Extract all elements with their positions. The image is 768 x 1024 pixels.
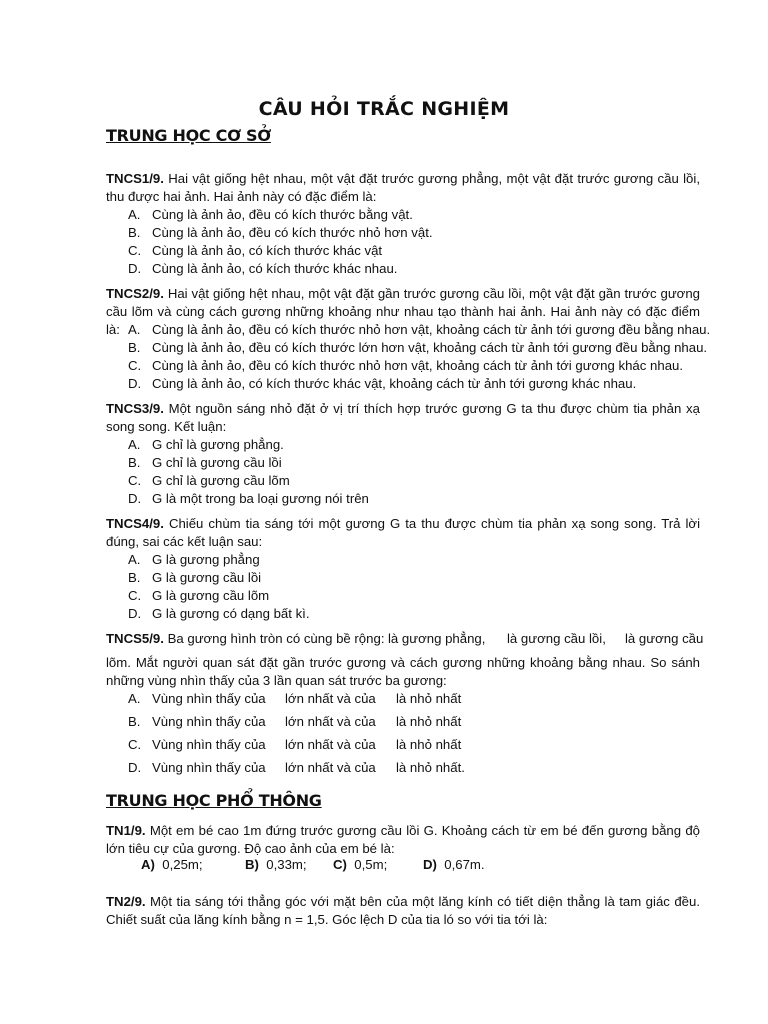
option-a: A. Vùng nhìn thấy của xyxy=(128,691,266,706)
option-b: B. G là gương cầu lồi xyxy=(128,570,262,585)
options-tncs2 xyxy=(128,321,710,393)
question-id: TNCS2/9. xyxy=(106,286,164,301)
question-id: TNCS5/9. xyxy=(106,631,164,646)
option-c-part-c: là nhỏ nhất xyxy=(396,737,462,752)
question-id: TNCS4/9. xyxy=(106,516,164,531)
option-a-part-b: lớn nhất và của xyxy=(285,691,376,706)
option-c: C. G là gương cầu lõm xyxy=(128,588,270,603)
option-c-part-b: lớn nhất và của xyxy=(285,737,376,752)
option-a-part-c: là nhỏ nhất xyxy=(396,691,462,706)
question-text: Một tia sáng tới thẳng góc với mặt bên của một lăng kính có tiết diện thẳng là tam giác đều. Chiết suất của lăng kính bằng n = 1,5. Góc lệch D của tia ló so với tia tới là: xyxy=(106,894,700,927)
option-c: C. Cùng là ảnh ảo, đều có kích thước nhỏ hơn vật, khoảng cách từ ảnh tới gương khác nhau. xyxy=(128,358,684,373)
question-id: TNCS3/9. xyxy=(106,401,164,416)
options-tncs3 xyxy=(128,436,369,508)
option-a: A. G chỉ là gương phẳng. xyxy=(128,437,284,452)
option-c: C. G chỉ là gương cầu lõm xyxy=(128,473,290,488)
question-id: TNCS1/9. xyxy=(106,171,164,186)
option-b: B. Cùng là ảnh ảo, đều có kích thước lớn hơn vật, khoảng cách từ ảnh tới gương đều bằng nhau. xyxy=(128,340,708,355)
option-d: D. G là gương có dạng bất kì. xyxy=(128,606,310,621)
question-tn2 xyxy=(106,893,700,929)
document-title: CÂU HỎI TRẮC NGHIỆM xyxy=(258,98,510,120)
question-text: Một em bé cao 1m đứng trước gương cầu lồi G. Khoảng cách từ em bé đến gương bằng độ lớn tiêu cự của gương. Độ cao ảnh của em bé là: xyxy=(106,823,700,856)
question-tncs5-part3: là gương cầu xyxy=(625,631,704,646)
question-text: Hai vật giống hệt nhau, một vật đặt gần trước gương cầu lồi, một vật đặt gần trước gương cầu lõm và cùng cách gương những khoảng như nhau tạo thành hai ảnh. Hai ảnh này có đặc điểm là: xyxy=(106,286,700,337)
option-d: D. Cùng là ảnh ảo, có kích thước khác nhau. xyxy=(128,261,398,276)
option-b-part-b: lớn nhất và của xyxy=(285,714,376,729)
option-a: A. G là gương phẳng xyxy=(128,552,260,567)
question-text: Chiếu chùm tia sáng tới một gương G ta thu được chùm tia phản xạ song song. Trả lời đúng, sai các kết luận sau: xyxy=(106,516,701,549)
option-b: B. Cùng là ảnh ảo, đều có kích thước nhỏ hơn vật. xyxy=(128,225,433,240)
answer-a: A) 0,25m; xyxy=(141,857,203,872)
question-id: TN1/9. xyxy=(106,823,146,838)
question-text: Một nguồn sáng nhỏ đặt ở vị trí thích hợp trước gương G ta thu được chùm tia phản xạ song song. Kết luận: xyxy=(106,401,700,434)
option-d: D. G là một trong ba loại gương nói trên xyxy=(128,491,369,506)
question-tn1 xyxy=(106,822,700,858)
question-tncs5-line1 xyxy=(106,631,384,646)
answer-d: D) 0,67m. xyxy=(423,857,485,872)
question-tncs5-part2: là gương cầu lồi, xyxy=(507,631,606,646)
option-d-part-b: lớn nhất và của xyxy=(285,760,376,775)
question-tncs5-part1: là gương phẳng, xyxy=(388,631,486,646)
question-id: TN2/9. xyxy=(106,894,146,909)
option-b: B. Vùng nhìn thấy của xyxy=(128,714,266,729)
section-heading-thpt: TRUNG HỌC PHỔ THÔNG xyxy=(106,791,322,810)
question-text: Ba gương hình tròn có cùng bề rộng: xyxy=(167,631,385,646)
option-c: C. Vùng nhìn thấy của xyxy=(128,737,266,752)
options-tncs1 xyxy=(128,206,433,278)
option-d: D. Vùng nhìn thấy của xyxy=(128,760,266,775)
question-tncs1 xyxy=(106,170,700,206)
question-text: Hai vật giống hệt nhau, một vật đặt trước gương phẳng, một vật đặt trước gương cầu lồi, thu được hai ảnh. Hai ảnh này có đặc điểm là: xyxy=(106,171,700,204)
answer-b: B) 0,33m; xyxy=(245,857,307,872)
option-a: A. Cùng là ảnh ảo, đều có kích thước nhỏ hơn vật, khoảng cách từ ảnh tới gương đều bằng nhau. xyxy=(128,322,711,337)
option-c: C. Cùng là ảnh ảo, có kích thước khác vật xyxy=(128,243,383,258)
option-b-part-c: là nhỏ nhất xyxy=(396,714,462,729)
question-tncs3 xyxy=(106,400,700,436)
options-tncs4 xyxy=(128,551,310,623)
question-tncs5-text: lõm. Mắt người quan sát đặt gần trước gương và cách gương những khoảng bằng nhau. So sánh những vùng nhìn thấy của 3 lần quan sát trước ba gương: xyxy=(106,655,700,688)
question-tncs4 xyxy=(106,515,700,551)
option-a: A. Cùng là ảnh ảo, đều có kích thước bằng vật. xyxy=(128,207,413,222)
option-d: D. Cùng là ảnh ảo, có kích thước khác vật, khoảng cách từ ảnh tới gương khác nhau. xyxy=(128,376,637,391)
answer-c: C) 0,5m; xyxy=(333,857,388,872)
section-heading-thcs: TRUNG HỌC CƠ SỞ xyxy=(106,126,271,145)
option-d-part-c: là nhỏ nhất. xyxy=(396,760,465,775)
option-b: B. G chỉ là gương cầu lồi xyxy=(128,455,282,470)
